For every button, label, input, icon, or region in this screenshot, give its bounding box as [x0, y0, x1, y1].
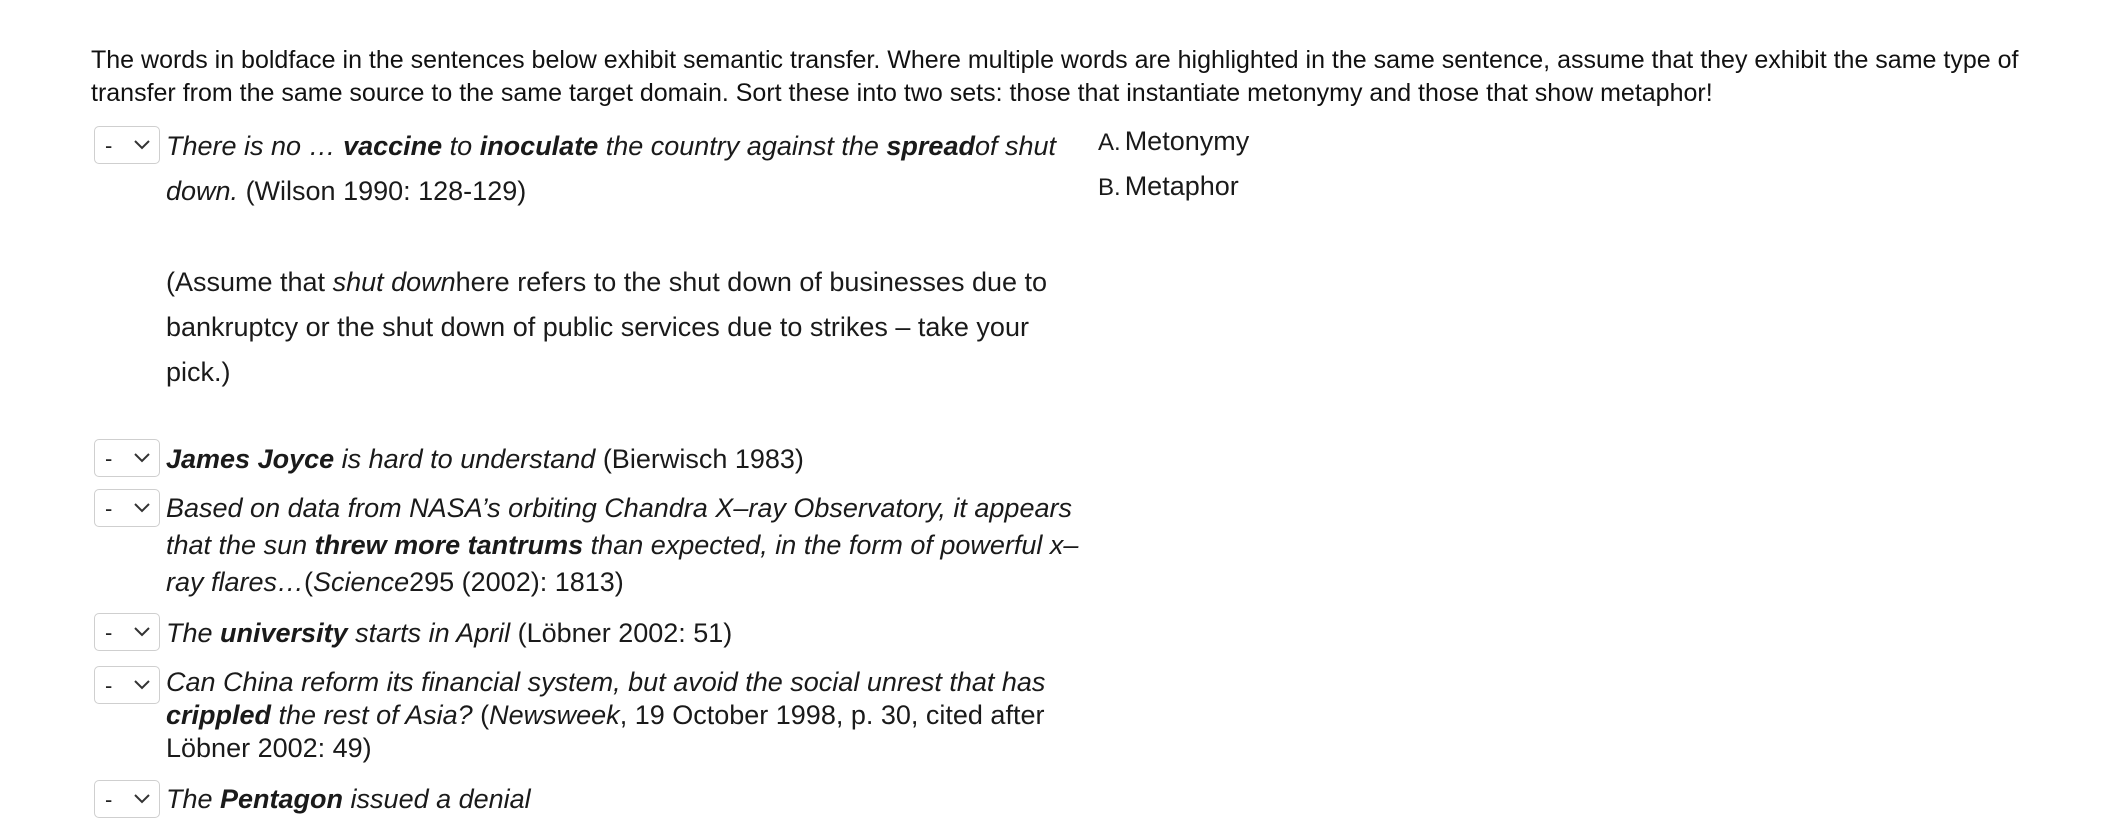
item-text: issued a denial: [343, 784, 531, 814]
item-4-selector[interactable]: [94, 613, 160, 651]
note-italic: shut down: [332, 267, 456, 297]
item-citation-italic: Newsweek: [489, 700, 620, 730]
answer-option-b: [1098, 164, 1249, 209]
item-1-sentence: [166, 124, 1094, 214]
matching-item-3: [94, 490, 1094, 601]
chevron-down-icon: [134, 794, 150, 804]
chevron-down-icon: [134, 627, 150, 637]
item-text: starts in April: [347, 618, 511, 648]
item-text: is hard to understand: [334, 444, 596, 474]
chevron-down-icon: [134, 680, 150, 690]
answer-label: Metaphor: [1124, 171, 1239, 201]
item-text: of shut down.: [166, 131, 1057, 206]
chevron-down-icon: [134, 140, 150, 150]
selector-value: -: [105, 787, 113, 812]
item-bold-term: vaccine: [343, 131, 443, 161]
question-instructions: The words in boldface in the sentences below exhibit semantic transfer. Where multiple words are highlighted in the same sentence, assume that they exhibit the same type of transfer from the same source to the same target domain. Sort these into two sets: those that instantiate metonymy and those that show metaphor!: [91, 46, 2019, 107]
item-citation: (Bierwisch 1983): [595, 444, 804, 474]
answer-letter: A.: [1098, 129, 1121, 156]
item-bold-term: spread: [886, 131, 975, 161]
chevron-down-icon: [134, 453, 150, 463]
matching-item-1: [94, 124, 1094, 395]
item-citation: (: [472, 700, 490, 730]
item-2-selector[interactable]: [94, 439, 160, 477]
item-text: than expected, in the form of powerful x–ray flares…: [166, 530, 1079, 597]
item-text: the rest of Asia?: [271, 700, 473, 730]
item-3-selector[interactable]: [94, 489, 160, 527]
item-citation: (: [304, 567, 314, 597]
selector-value: -: [105, 446, 113, 471]
note-text: (Assume that: [166, 267, 333, 297]
item-text: There is no …: [166, 131, 344, 161]
matching-item-6: [94, 781, 1094, 818]
note-text: here refers to the shut down of businesses due to bankruptcy or the shut down of public services due to strikes – take your pick.): [166, 267, 1048, 387]
item-bold-term: threw more tantrums: [314, 530, 584, 560]
item-citation-italic: Science: [313, 567, 410, 597]
item-citation: (Wilson 1990: 128-129): [238, 176, 527, 206]
item-text: Based on data from NASA’s orbiting Chandra X–ray Observatory, it appears that the sun: [166, 493, 1072, 560]
answer-option-a: [1098, 119, 1249, 164]
item-citation: 295 (2002): 1813): [409, 567, 624, 597]
item-bold-term: Pentagon: [220, 784, 344, 814]
selector-value: -: [105, 673, 113, 698]
item-citation: (Löbner 2002: 51): [510, 618, 733, 648]
item-text: The: [166, 618, 221, 648]
item-text: to: [442, 131, 480, 161]
item-bold-term: inoculate: [479, 131, 599, 161]
item-1-selector[interactable]: [94, 126, 160, 164]
answer-letter: B.: [1098, 174, 1121, 201]
selector-value: -: [105, 133, 113, 158]
selector-value: -: [105, 620, 113, 645]
item-text: Can China reform its financial system, but avoid the social unrest that has: [166, 667, 1046, 697]
answer-options: [1098, 119, 1249, 209]
item-5-selector[interactable]: [94, 666, 160, 704]
item-6-selector[interactable]: [94, 780, 160, 818]
matching-item-2: [94, 441, 1094, 478]
item-text: The: [166, 784, 221, 814]
selector-value: -: [105, 496, 113, 521]
matching-item-4: [94, 615, 1094, 652]
answer-label: Metonymy: [1124, 126, 1250, 156]
chevron-down-icon: [134, 503, 150, 513]
matching-item-5: [94, 666, 1094, 765]
item-citation: , 19 October 1998, p. 30, cited after Löbner 2002: 49): [166, 700, 1045, 763]
item-text: the country against the: [598, 131, 887, 161]
item-bold-term: James Joyce: [166, 444, 335, 474]
item-1-note: [166, 260, 1094, 395]
item-bold-term: crippled: [166, 700, 272, 730]
matching-items: [94, 124, 1094, 818]
item-bold-term: university: [220, 618, 348, 648]
